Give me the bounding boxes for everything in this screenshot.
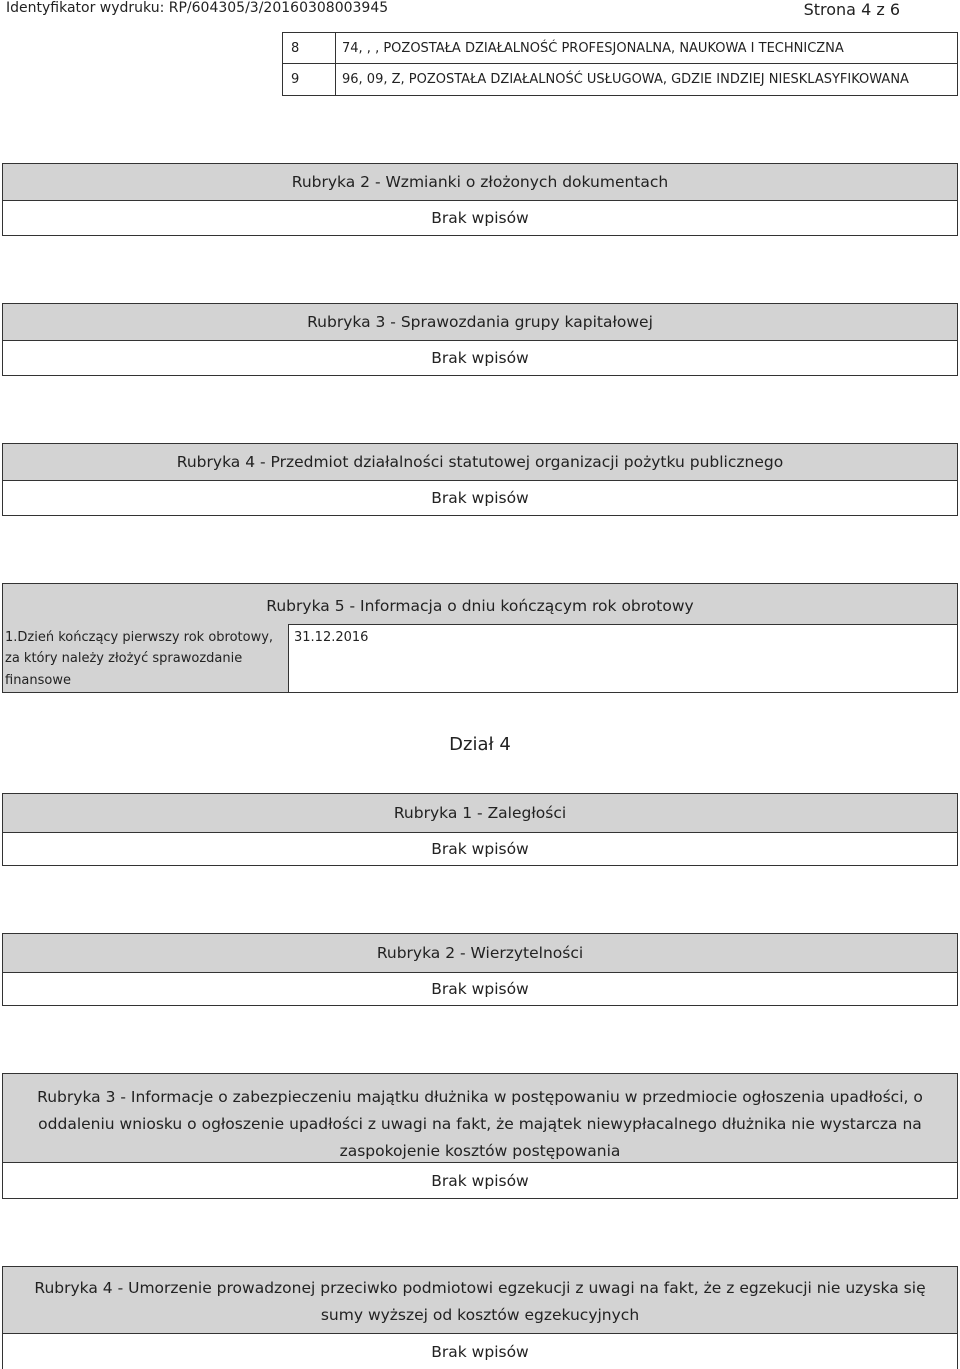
d4-rubryka-4-line1: Rubryka 4 - Umorzenie prowadzonej przeciwko podmiotowi egzekucji z uwagi na fakt, że z egzekucji nie uzyska się bbox=[34, 1279, 926, 1297]
d4-rubryka-3-line1: Rubryka 3 - Informacje o zabezpieczeniu majątku dłużnika w postępowaniu w przedmiocie ogłoszenia upadłości, o bbox=[37, 1088, 923, 1106]
d4-rubryka-2-empty: Brak wpisów bbox=[2, 972, 958, 1006]
rubryka-2-heading: Rubryka 2 - Wzmianki o złożonych dokumentach bbox=[2, 163, 958, 201]
pkd-table bbox=[282, 32, 958, 96]
d4-rubryka-3-empty: Brak wpisów bbox=[2, 1162, 958, 1199]
rubryka-5-heading: Rubryka 5 - Informacja o dniu kończącym rok obrotowy bbox=[266, 597, 694, 615]
fiscal-year-label-line1: 1.Dzień kończący pierwszy rok obrotowy, bbox=[5, 630, 274, 645]
print-identifier: Identyfikator wydruku: RP/604305/3/20160308003945 bbox=[6, 0, 389, 16]
rubryka-5-value-cell bbox=[288, 624, 958, 693]
table-row-number: 9 bbox=[282, 63, 336, 96]
rubryka-3-heading: Rubryka 3 - Sprawozdania grupy kapitałowej bbox=[2, 303, 958, 341]
d4-rubryka-3-line3: zaspokojenie kosztów postępowania bbox=[339, 1142, 621, 1160]
d4-rubryka-4-heading bbox=[2, 1266, 958, 1334]
d4-rubryka-3-heading bbox=[2, 1073, 958, 1163]
page-number: Strona 4 z 6 bbox=[803, 0, 900, 19]
d4-rubryka-1-empty: Brak wpisów bbox=[2, 832, 958, 866]
rubryka-2-empty: Brak wpisów bbox=[2, 200, 958, 236]
table-row-text: 96, 09, Z, POZOSTAŁA DZIAŁALNOŚĆ USŁUGOWA, GDZIE INDZIEJ NIESKLASYFIKOWANA bbox=[335, 63, 958, 96]
d4-rubryka-4-line2: sumy wyższej od kosztów egzekucyjnych bbox=[320, 1306, 640, 1324]
section-title: Dział 4 bbox=[449, 733, 511, 755]
fiscal-year-label-line2: za który należy złożyć sprawozdanie bbox=[5, 651, 243, 666]
d4-rubryka-1-heading: Rubryka 1 - Zaległości bbox=[2, 793, 958, 833]
rubryka-4-empty: Brak wpisów bbox=[2, 480, 958, 516]
d4-rubryka-4-empty: Brak wpisów bbox=[2, 1333, 958, 1369]
d4-rubryka-2-heading: Rubryka 2 - Wierzytelności bbox=[2, 933, 958, 973]
rubryka-4-heading: Rubryka 4 - Przedmiot działalności statutowej organizacji pożytku publicznego bbox=[2, 443, 958, 481]
d4-rubryka-3-line2: oddaleniu wniosku o ogłoszenie upadłości z uwagi na fakt, że majątek niewypłacalnego dłużnika nie wystarcza na bbox=[38, 1115, 922, 1133]
rubryka-3-empty: Brak wpisów bbox=[2, 340, 958, 376]
fiscal-year-end-value: 31.12.2016 bbox=[294, 630, 369, 645]
table-row-number: 8 bbox=[282, 32, 336, 64]
table-row-text: 74, , , POZOSTAŁA DZIAŁALNOŚĆ PROFESJONALNA, NAUKOWA I TECHNICZNA bbox=[335, 32, 958, 64]
fiscal-year-label-line3: finansowe bbox=[5, 673, 71, 688]
